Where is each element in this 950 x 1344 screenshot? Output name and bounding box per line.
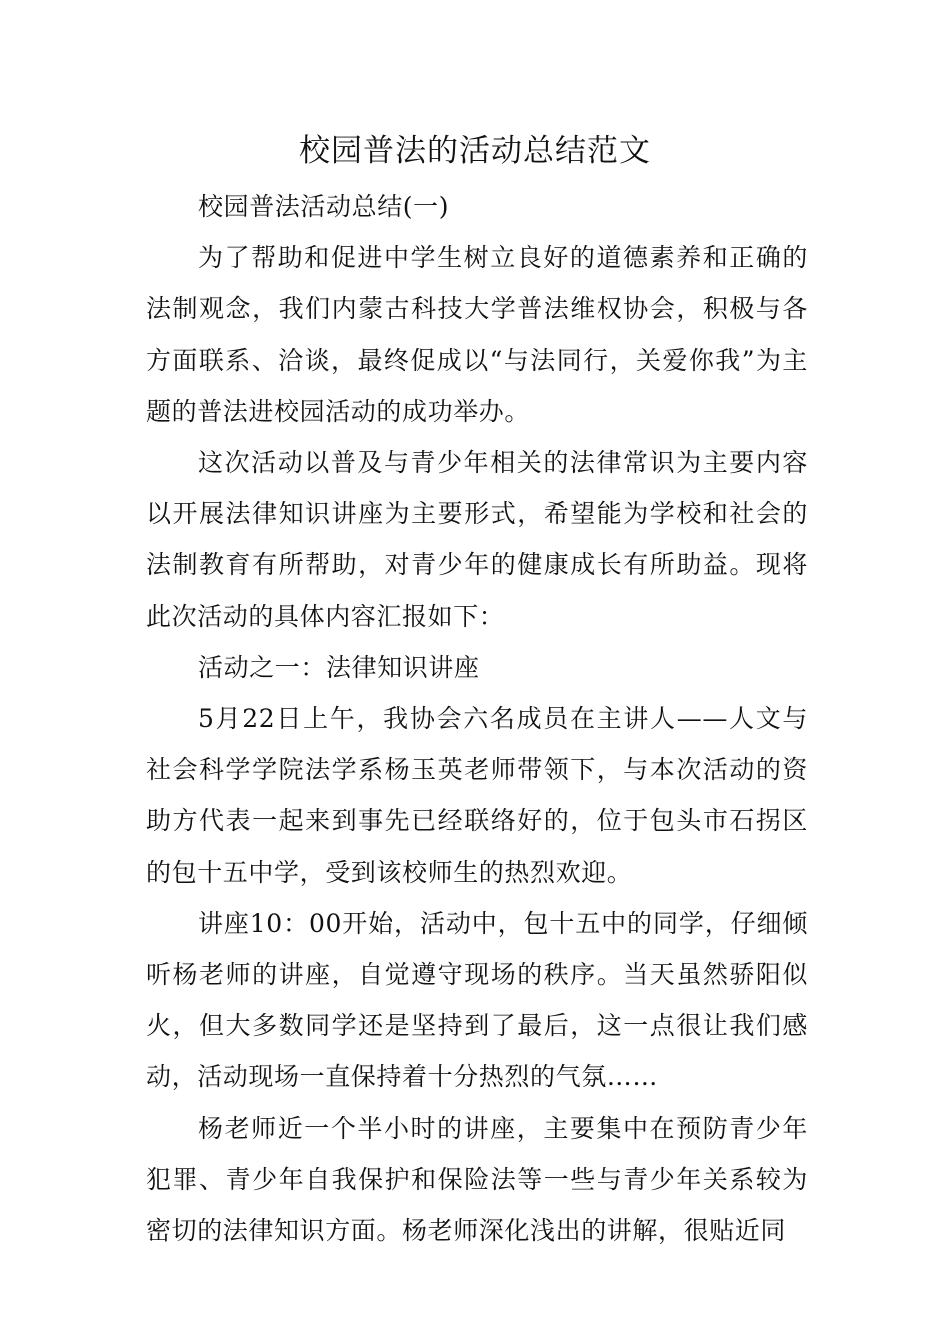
- document-body: [146, 181, 808, 1256]
- paragraph: 这次活动以普及与青少年相关的法律常识为主要内容以开展法律知识讲座为主要形式，希望能为学校和社会的法制教育有所帮助，对青少年的健康成长有所助益。现将此次活动的具体内容汇报如下：: [146, 448, 808, 631]
- paragraph: 5月22日上午，我协会六名成员在主讲人——人文与社会科学学院法学系杨玉英老师带领下，与本次活动的资助方代表一起来到事先已经联络好的，位于包头市石拐区的包十五中学，受到该校师生的热烈欢迎。: [146, 704, 808, 887]
- subsection-heading: 活动之一：法律知识讲座: [198, 652, 480, 682]
- paragraph: 为了帮助和促进中学生树立良好的道德素养和正确的法制观念，我们内蒙古科技大学普法维权协会，积极与各方面联系、洽谈，最终促成以“与法同行，关爱你我”为主题的普法进校园活动的成功举办。: [146, 243, 808, 426]
- section-heading: 校园普法活动总结(一): [198, 192, 450, 221]
- document-title: 校园普法的活动总结范文: [299, 133, 651, 169]
- paragraph: 杨老师近一个半小时的讲座，主要集中在预防青少年犯罪、青少年自我保护和保险法等一些与青少年关系较为密切的法律知识方面。杨老师深化浅出的讲解，很贴近同: [146, 1113, 808, 1246]
- paragraph: 讲座10：00开始，活动中，包十五中的同学，仔细倾听杨老师的讲座，自觉遵守现场的秩序。当天虽然骄阳似火，但大多数同学还是坚持到了最后，这一点很让我们感动，活动现场一直保持着十分热烈的气氛……: [146, 908, 808, 1092]
